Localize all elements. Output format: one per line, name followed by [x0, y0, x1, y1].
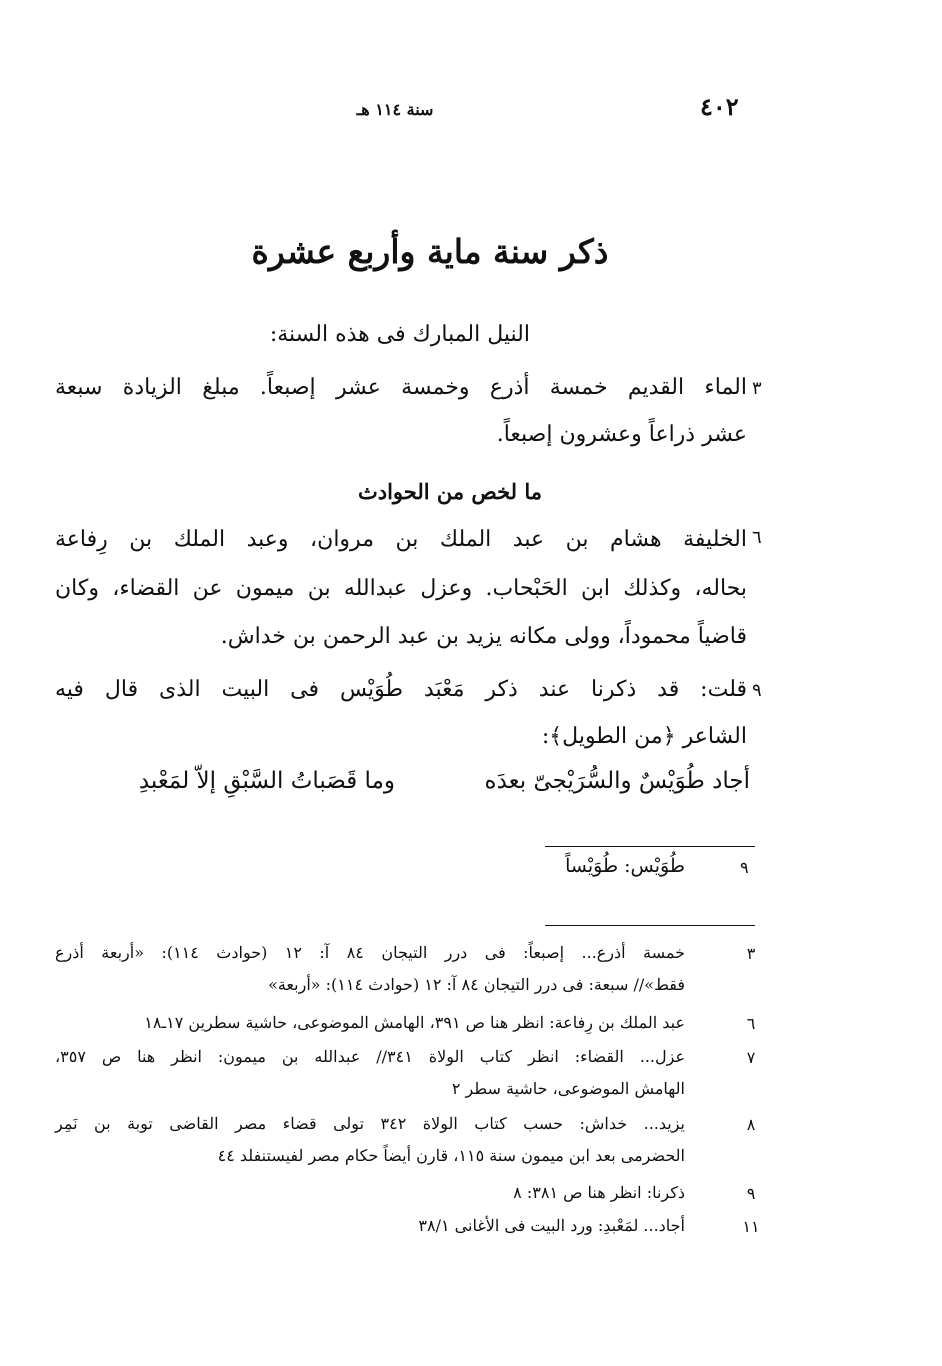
footnote-number: ١١ — [742, 1217, 760, 1236]
line-number: ٣ — [752, 378, 762, 399]
footnote-line: الهامش الموضوعى، حاشية سطر ٢ — [451, 1079, 685, 1098]
footnote-number: ٦ — [746, 1014, 756, 1033]
footnote-line: يزيد... خداش: حسب كتاب الولاة ٣٤٢ تولى قضاء مصر القاضى توبة بن نَمِر — [55, 1114, 685, 1133]
apparatus-rule — [545, 846, 755, 847]
line-number: ٦ — [752, 527, 762, 548]
page-number: ٤٠٢ — [700, 92, 739, 121]
footnote-line: الحضرمى بعد ابن ميمون سنة ١١٥، قارن أيضاً حكام مصر لفيستنفلد ٤٤ — [217, 1146, 685, 1165]
footnotes-rule — [545, 925, 755, 926]
note-line: الشاعر ﴿من الطويل﴾: — [541, 724, 747, 749]
variant-note-text: طُوَيْس: طُوَيْساً — [565, 855, 685, 877]
footnote-line: عبد الملك بن رِفاعة: انظر هنا ص ٣٩١، الهامش الموضوعى، حاشية سطرين ١٧ـ١٨ — [144, 1013, 685, 1032]
nile-line: عشر ذراعاً وعشرون إصبعاً. — [496, 422, 747, 447]
events-line: بحاله، وكذلك ابن الحَبْحاب. وعزل عبدالله بن ميمون عن القضاء، وكان — [55, 576, 747, 601]
footnote-line: خمسة أذرع... إصبعاً: فى درر التيجان ٨٤ آ: ١٢ (حوادث ١١٤): «أربعة أذرع — [55, 943, 685, 962]
footnote-number: ٩ — [746, 1184, 756, 1203]
footnote-line: عزل... القضاء: انظر كتاب الولاة ٣٤١// عبدالله بن ميمون: انظر هنا ص ٣٥٧، — [55, 1047, 686, 1066]
footnote-line: أجاد... لمَعْبدِ: ورد البيت فى الأغانى ٣٨/١ — [418, 1216, 685, 1235]
line-number: ٩ — [752, 680, 762, 701]
variant-note-number: ٩ — [740, 858, 749, 877]
events-line: الخليفة هشام بن عبد الملك بن مروان، وعبد الملك بن رِفاعة — [55, 527, 747, 552]
chapter-title: ذكر سنة ماية وأربع عشرة — [251, 232, 609, 271]
footnote-line: ذكرنا: انظر هنا ص ٣٨١: ٨ — [513, 1183, 685, 1202]
events-heading: ما لخص من الحوادث — [357, 479, 543, 504]
footnote-number: ٨ — [746, 1115, 756, 1134]
verse-second-hemistich: وما قَصَباتُ السَّبْقِ إلاّ لمَعْبدِ — [138, 768, 395, 794]
note-line: قلت: قد ذكرنا عند ذكر مَعْبَد طُوَيْس فى البيت الذى قال فيه — [55, 677, 747, 702]
nile-line: الماء القديم خمسة أذرع وخمسة عشر إصبعاً. مبلغ الزيادة سبعة — [55, 375, 747, 400]
nile-intro: النيل المبارك فى هذه السنة: — [269, 322, 530, 347]
running-header-year: سنة ١١٤ هـ — [356, 100, 434, 119]
verse-first-hemistich: أجاد طُوَيْسٌ والسُّرَيْجىّ بعدَه — [484, 768, 750, 794]
footnote-line: فقط»// سبعة: فى درر التيجان ٨٤ آ: ١٢ (حوادث ١١٤): «أربعة» — [268, 975, 685, 994]
events-line: قاضياً محموداً، وولى مكانه يزيد بن عبد الرحمن بن خداش. — [220, 624, 747, 649]
footnote-number: ٣ — [746, 944, 756, 963]
footnote-number: ٧ — [746, 1048, 756, 1067]
